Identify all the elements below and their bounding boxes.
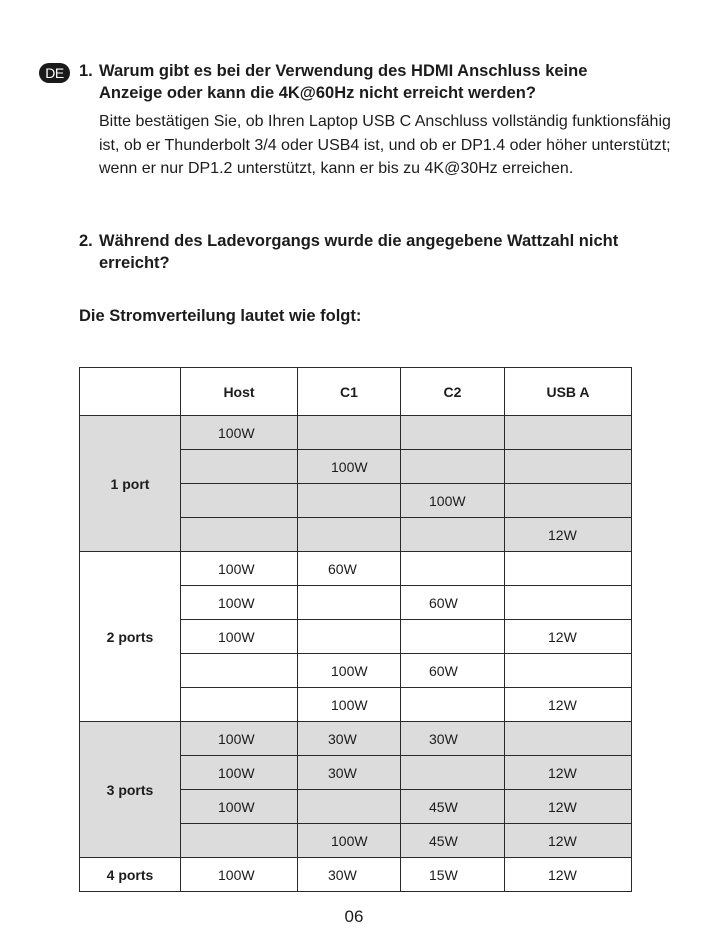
table-cell [401,756,505,790]
cell-value: 60W [429,594,458,611]
table-cell [181,416,298,450]
question-2-line-2: erreicht? [99,254,170,272]
table-cell [181,858,298,892]
table-cell [505,756,632,790]
header-corner [80,368,181,416]
cell-value: 60W [328,560,357,577]
table-cell [505,518,632,552]
table-cell [181,518,298,552]
table-cell [401,824,505,858]
table-cell [505,824,632,858]
cell-value: 100W [218,594,255,611]
cell-value: 100W [218,560,255,577]
table-cell [298,790,401,824]
table-cell [298,416,401,450]
table-row [80,722,632,756]
cell-value: 45W [429,798,458,815]
table-cell [505,654,632,688]
cell-value: 100W [218,628,255,645]
table-cell [181,654,298,688]
header-c2: C2 [401,368,505,416]
cell-value: 30W [429,730,458,747]
table-cell [401,552,505,586]
table-cell [181,824,298,858]
cell-value: 12W [548,798,577,815]
table-cell [505,552,632,586]
port-group-label: 3 ports [80,722,181,858]
cell-value: 30W [328,764,357,781]
table-cell [298,858,401,892]
cell-value: 100W [331,458,368,475]
cell-value: 100W [331,832,368,849]
table-cell [401,450,505,484]
table-cell [505,620,632,654]
cell-value: 12W [548,696,577,713]
question-1-number: 1. [79,62,93,80]
table-cell [298,484,401,518]
cell-value: 12W [548,764,577,781]
table-row [80,416,632,450]
question-2 [79,230,679,274]
header-c1: C1 [298,368,401,416]
page-number: 06 [344,907,364,926]
table-cell [298,450,401,484]
cell-value: 100W [429,492,466,509]
table-cell [505,688,632,722]
table-row [80,552,632,586]
cell-value: 100W [218,866,255,883]
table-cell [181,586,298,620]
table-cell [505,722,632,756]
question-2-line-1: Während des Ladevorgangs wurde die angegebene Wattzahl nicht [99,232,619,250]
cell-value: 100W [218,424,255,441]
table-cell [401,688,505,722]
table-cell [505,858,632,892]
table-cell [401,586,505,620]
table-cell [505,586,632,620]
question-2-number: 2. [79,232,93,250]
header-host: Host [181,368,298,416]
table-cell [181,790,298,824]
table-cell [298,756,401,790]
question-1 [79,60,679,104]
cell-value: 15W [429,866,458,883]
table-cell [401,790,505,824]
question-1-line-2: Anzeige oder kann die 4K@60Hz nicht erreicht werden? [99,84,536,102]
cell-value: 12W [548,526,577,543]
table-cell [181,484,298,518]
table-header-row [80,368,632,416]
answer-1: Bitte bestätigen Sie, ob Ihren Laptop USB C Anschluss vollständig funktionsfähig ist, ob er Thunderbolt 3/4 oder USB4 ist, und ob er DP1.4 oder höher unterstützt; wenn er nur DP1.2 unterstützt, kann er bis zu 4K@30Hz erreichen. [99,113,671,177]
cell-value: 100W [218,764,255,781]
language-badge: DE [39,63,70,83]
header-usb-a: USB A [505,368,632,416]
table-cell [181,620,298,654]
cell-value: 45W [429,832,458,849]
port-group-label: 2 ports [80,552,181,722]
table-cell [181,450,298,484]
table-cell [298,552,401,586]
table-cell [298,586,401,620]
port-group-label: 4 ports [80,858,181,892]
table-cell [298,688,401,722]
table-row [80,858,632,892]
table-cell [401,858,505,892]
power-distribution-table [79,367,632,892]
table-cell [298,654,401,688]
table-cell [401,654,505,688]
table-cell [505,416,632,450]
table-cell [401,416,505,450]
table-cell [401,484,505,518]
table-cell [181,688,298,722]
table-cell [505,450,632,484]
cell-value: 12W [548,866,577,883]
section-title: Die Stromverteilung lautet wie folgt: [79,307,362,325]
cell-value: 12W [548,832,577,849]
table-cell [298,824,401,858]
port-group-label: 1 port [80,416,181,552]
table-cell [181,722,298,756]
table-cell [401,518,505,552]
cell-value: 12W [548,628,577,645]
table-cell [181,756,298,790]
cell-value: 60W [429,662,458,679]
table-cell [181,552,298,586]
table-cell [298,620,401,654]
cell-value: 100W [218,730,255,747]
table-cell [298,722,401,756]
cell-value: 100W [218,798,255,815]
table-body [80,416,632,892]
table-cell [401,620,505,654]
cell-value: 30W [328,730,357,747]
cell-value: 100W [331,662,368,679]
question-1-line-1: Warum gibt es bei der Verwendung des HDMI Anschluss keine [99,62,588,80]
table-cell [505,790,632,824]
table-cell [298,518,401,552]
table-cell [505,484,632,518]
cell-value: 100W [331,696,368,713]
cell-value: 30W [328,866,357,883]
table-cell [401,722,505,756]
